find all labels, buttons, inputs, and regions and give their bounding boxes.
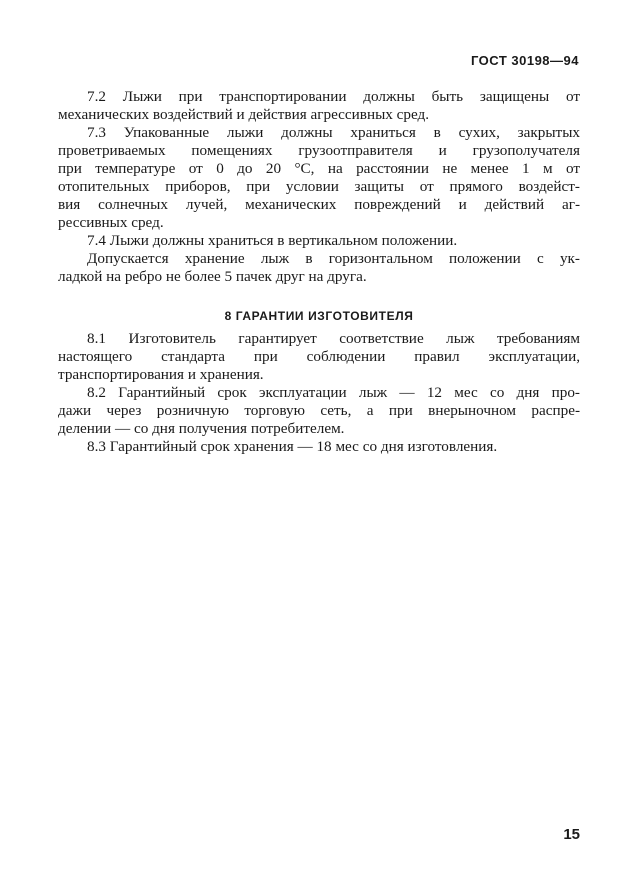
document-header: ГОСТ 30198—94: [470, 53, 579, 68]
paragraph-7-4: [58, 232, 580, 250]
text-line: проветриваемых помещениях грузоотправителя и грузополучателя: [58, 142, 580, 159]
section-title: 8 ГАРАНТИИ ИЗГОТОВИТЕЛЯ: [224, 309, 414, 323]
text-line: рессивных сред.: [58, 214, 164, 231]
paragraph-7-3: [58, 124, 580, 232]
text-line: делении — со дня получения потребителем.: [58, 420, 345, 437]
paragraph-7-2: [58, 88, 580, 124]
text-line: ладкой на ребро не более 5 пачек друг на друга.: [58, 268, 367, 285]
text-line: вия солнечных лучей, механических повреждений и действий аг-: [58, 196, 580, 213]
text-line: 8.1 Изготовитель гарантирует соответствие лыж требованиям: [87, 330, 580, 347]
text-line: транспортирования и хранения.: [58, 366, 264, 383]
text-line: механических воздействий и действия агрессивных сред.: [58, 106, 430, 123]
paragraph-8-1: [58, 330, 580, 384]
text-line: дажи через розничную торговую сеть, а при внерыночном распре-: [58, 402, 580, 419]
page-number: 15: [563, 826, 580, 843]
text-line: 7.3 Упакованные лыжи должны храниться в сухих, закрытых: [87, 124, 580, 141]
paragraph-7-4-note: [58, 250, 580, 286]
paragraph-8-3: [58, 438, 580, 456]
text-line: настоящего стандарта при соблюдении правил эксплуатации,: [58, 348, 580, 365]
document-body: [58, 88, 580, 456]
text-line: при температуре от 0 до 20 °С, на расстоянии не менее 1 м от: [58, 160, 580, 177]
text-line: 8.2 Гарантийный срок эксплуатации лыж — 12 мес со дня про-: [87, 384, 580, 401]
paragraph-8-2: [58, 384, 580, 438]
text-line: 7.4 Лыжи должны храниться в вертикальном положении.: [87, 232, 458, 249]
text-line: 8.3 Гарантийный срок хранения — 18 мес со дня изготовления.: [87, 438, 498, 455]
text-line: отопительных приборов, при условии защиты от прямого воздейст-: [58, 178, 580, 195]
text-line: 7.2 Лыжи при транспортировании должны быть защищены от: [87, 88, 580, 105]
text-line: Допускается хранение лыж в горизонтальном положении с ук-: [87, 250, 580, 267]
